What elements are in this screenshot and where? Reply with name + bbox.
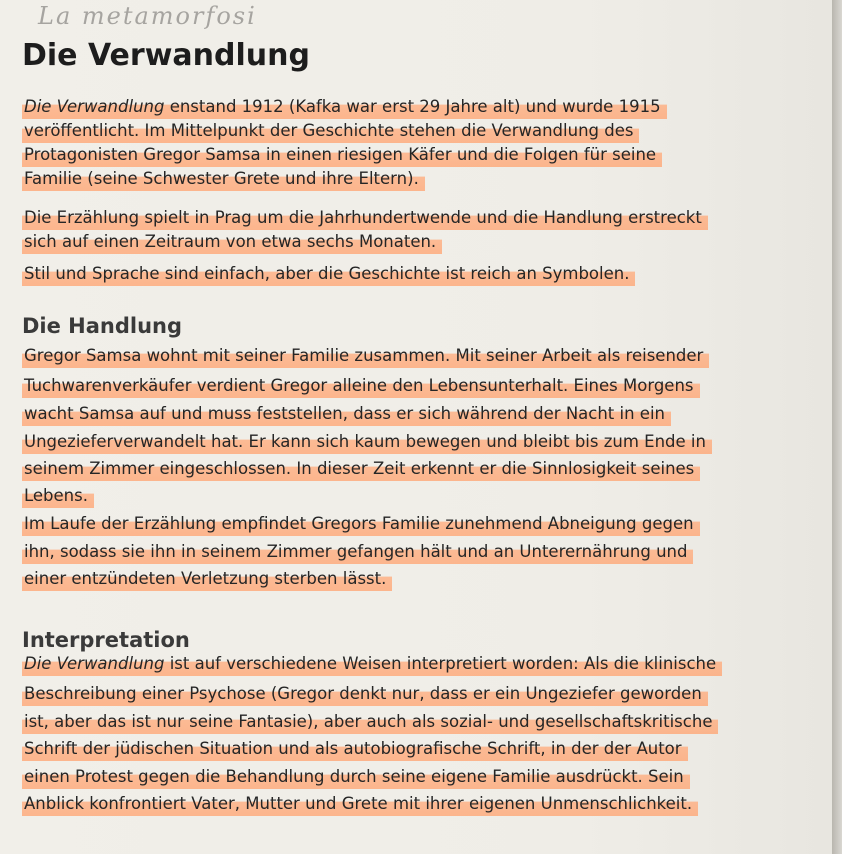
interpretation-line: einen Protest gegen die Behandlung durch seine eigene Familie ausdrückt. Sein (22, 765, 690, 789)
handlung-line: Ungezieferverwandelt hat. Er kann sich kaum bewegen und bleibt bis zum Ende in (22, 430, 712, 454)
section-heading-interpretation: Interpretation (22, 628, 190, 652)
handlung-line: Im Laufe der Erzählung empfindet Gregors Familie zunehmend Abneigung gegen (22, 512, 700, 536)
handlung-line: einer entzündeten Verletzung sterben lässt. (22, 567, 392, 591)
interpretation-line: Schrift der jüdischen Situation und als autobiografische Schrift, in der der Autor (22, 737, 688, 761)
intro-line: Die Erzählung spielt in Prag um die Jahrhundertwende und die Handlung erstreckt (22, 206, 708, 230)
handlung-line: Gregor Samsa wohnt mit seiner Familie zusammen. Mit seiner Arbeit als reisender (22, 344, 709, 368)
interpretation-line: Anblick konfrontiert Vater, Mutter und Grete mit ihrer eigenen Unmenschlichkeit. (22, 792, 698, 816)
intro-line: Protagonisten Gregor Samsa in einen riesigen Käfer und die Folgen für seine (22, 143, 662, 167)
handlung-line: Tuchwarenverkäufer verdient Gregor alleine den Lebensunterhalt. Eines Morgens (22, 374, 700, 398)
intro-line: Die Verwandlung enstand 1912 (Kafka war erst 29 Jahre alt) und wurde 1915 (22, 95, 667, 119)
intro-line: sich auf einen Zeitraum von etwa sechs Monaten. (22, 230, 442, 254)
intro-line: Stil und Sprache sind einfach, aber die Geschichte ist reich an Symbolen. (22, 262, 635, 286)
handlung-line: Lebens. (22, 484, 94, 508)
intro-line: Familie (seine Schwester Grete und ihre Eltern). (22, 167, 425, 191)
section-heading-handlung: Die Handlung (22, 314, 183, 338)
interpretation-line: Beschreibung einer Psychose (Gregor denkt nur, dass er ein Ungeziefer geworden (22, 682, 708, 706)
interpretation-line: Die Verwandlung ist auf verschiedene Weisen interpretiert worden: Als die klinische (22, 652, 722, 676)
interpretation-line: ist, aber das ist nur seine Fantasie), aber auch als sozial- und gesellschaftskritische (22, 710, 718, 734)
page-title: Die Verwandlung (22, 38, 310, 73)
book-spine (832, 0, 842, 854)
handlung-line: ihn, sodass sie ihn in seinem Zimmer gefangen hält und an Unterernährung und (22, 540, 693, 564)
handlung-line: wacht Samsa auf und muss feststellen, dass er sich während der Nacht in ein (22, 402, 671, 426)
handlung-line: seinem Zimmer eingeschlossen. In dieser Zeit erkennt er die Sinnlosigkeit seines (22, 457, 700, 481)
handwritten-note: La metamorfosi (38, 2, 257, 30)
intro-line: veröffentlicht. Im Mittelpunkt der Geschichte stehen die Verwandlung des (22, 119, 639, 143)
